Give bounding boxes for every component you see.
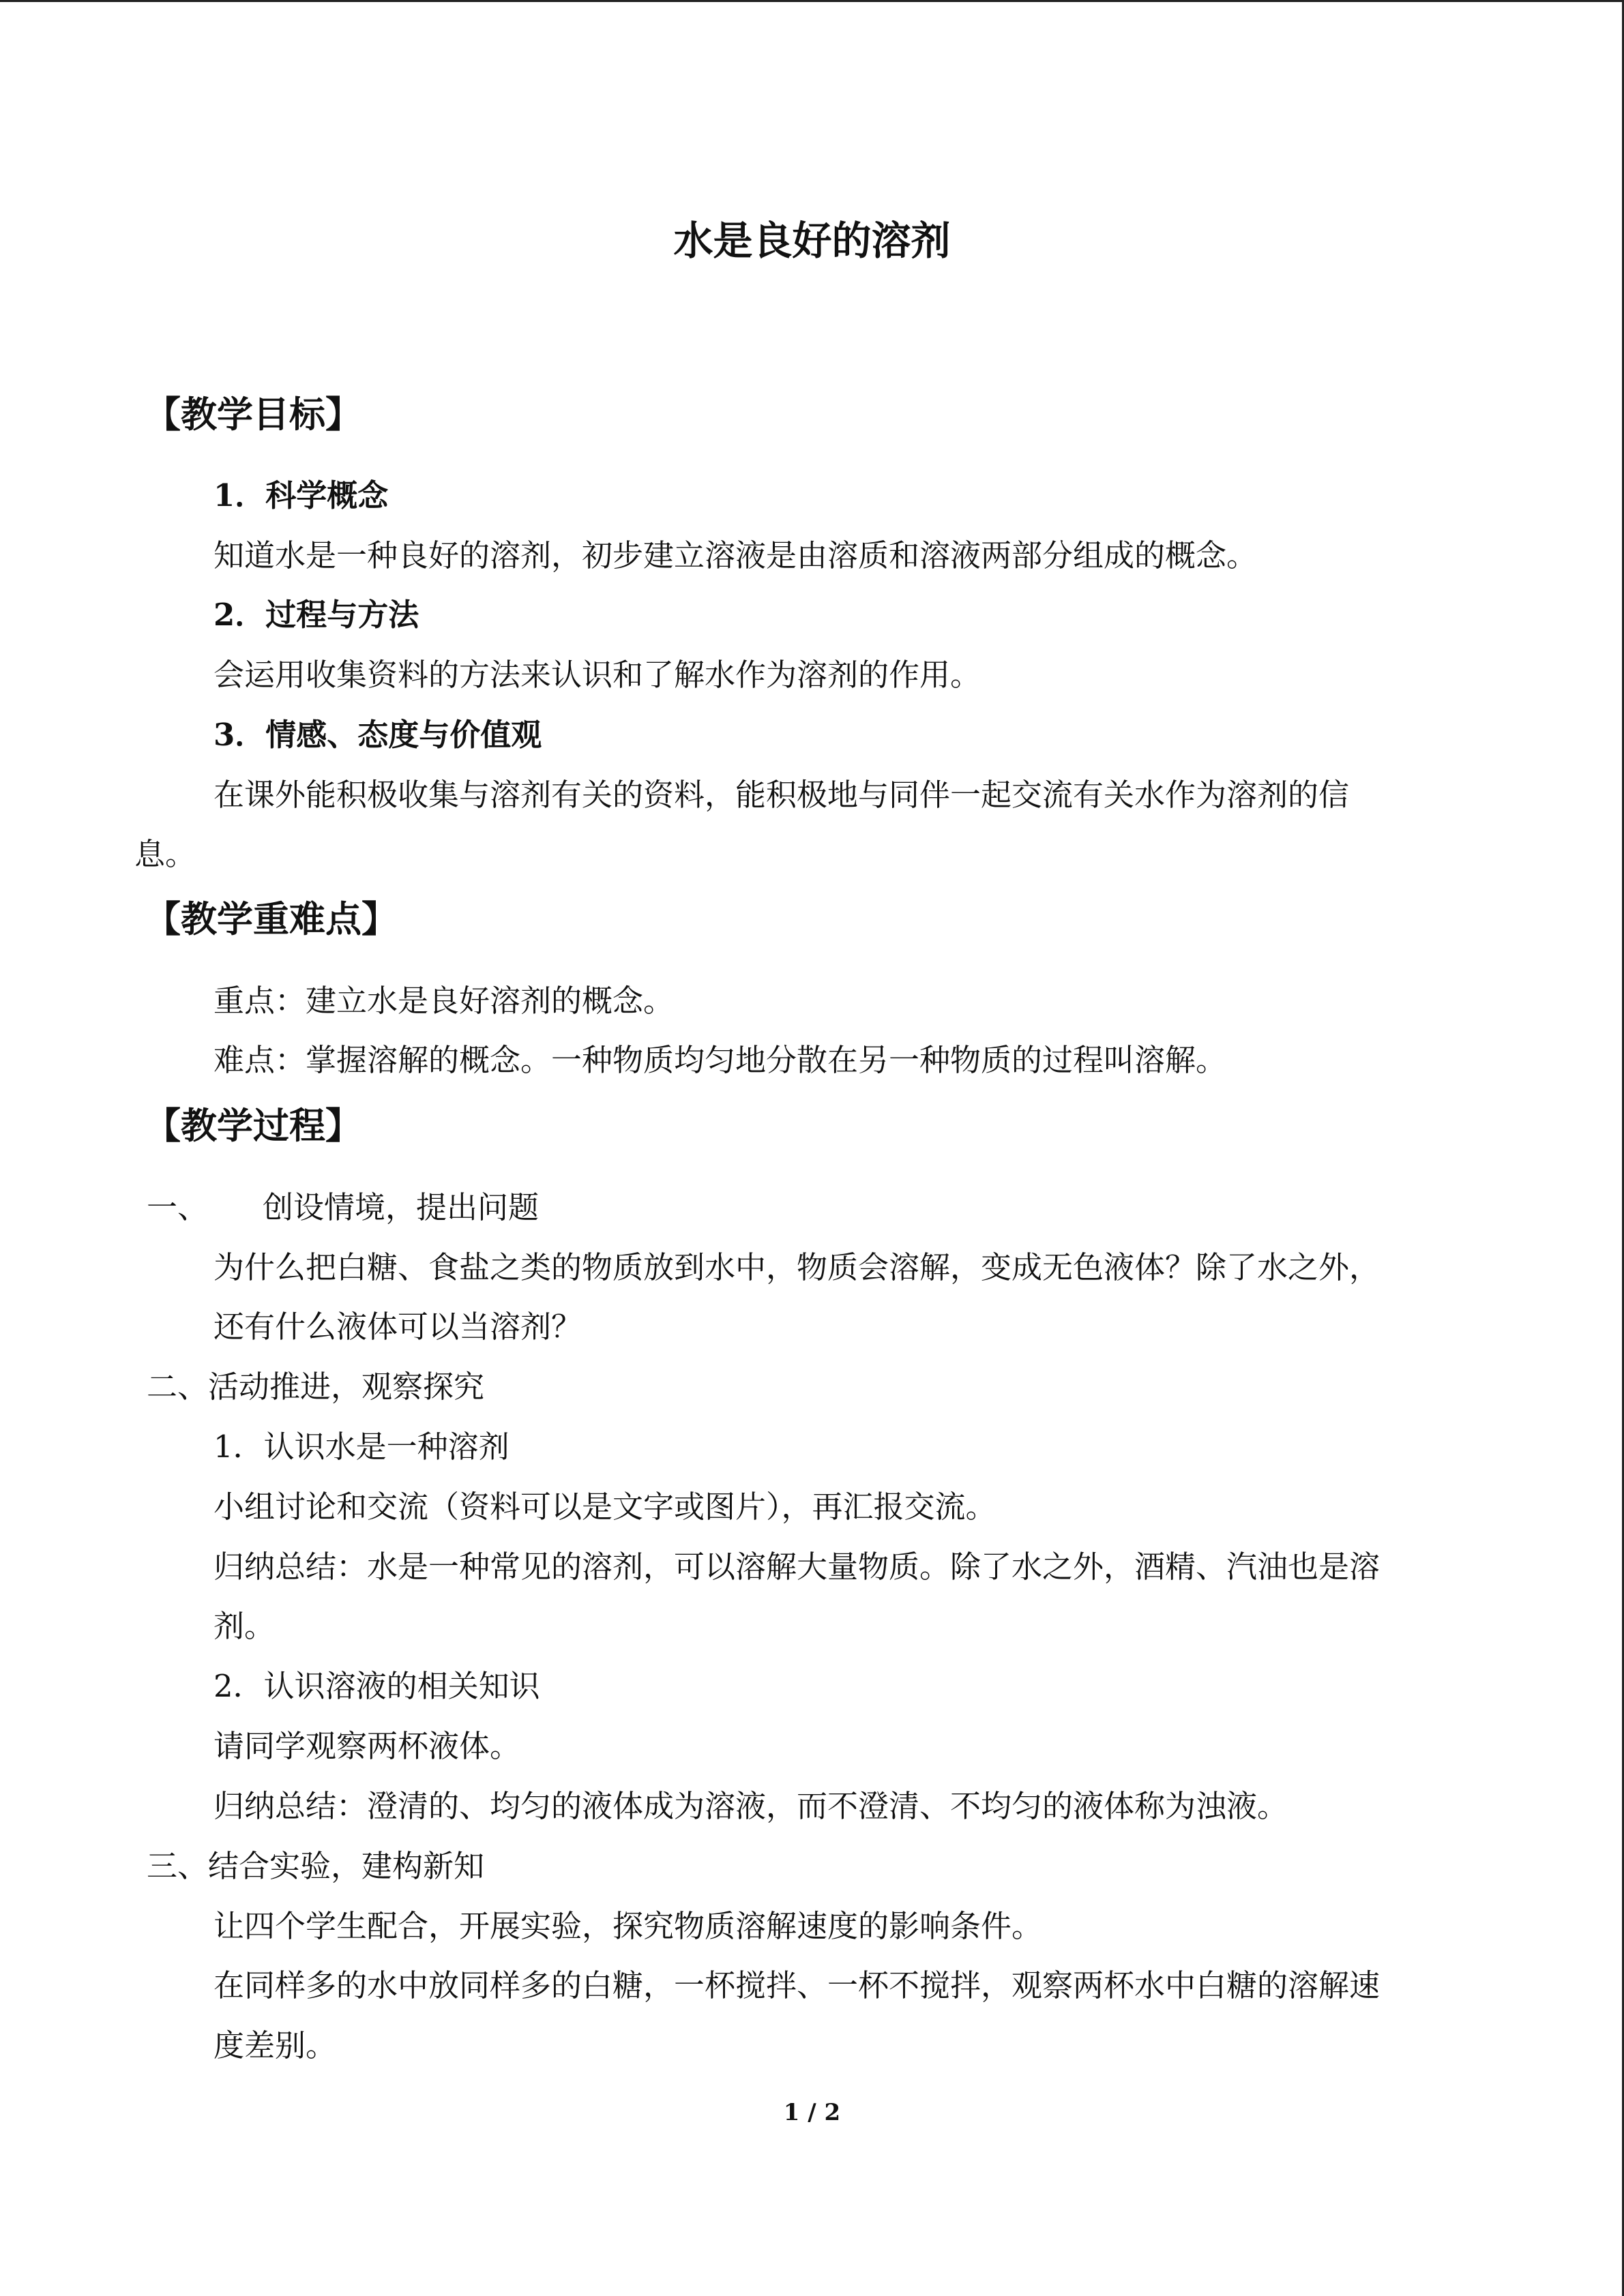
step2-summary-line2: 剂。 bbox=[213, 1608, 276, 1644]
step1-number: 一、 bbox=[147, 1189, 209, 1225]
difficult-point-paragraph: 难点：掌握溶解的概念。一种物质均匀地分散在另一种物质的过程叫溶解。 bbox=[213, 1042, 1227, 1078]
document-title: 水是良好的溶剂 bbox=[673, 218, 951, 264]
page-top-border bbox=[0, 0, 1624, 2]
step2-summary-line1: 归纳总结：水是一种常见的溶剂，可以溶解大量物质。除了水之外，酒精、汽油也是溶 bbox=[213, 1549, 1381, 1585]
step2-paragraph-observe: 请同学观察两杯液体。 bbox=[213, 1728, 521, 1764]
step2-sub-solvent: 1．认识水是一种溶剂 bbox=[213, 1429, 510, 1465]
section-heading-process: 【教学过程】 bbox=[145, 1105, 361, 1147]
step1-title: 创设情境，提出问题 bbox=[263, 1189, 540, 1225]
page-number: 1 / 2 bbox=[783, 2099, 841, 2126]
step3-title: 三、结合实验，建构新知 bbox=[147, 1848, 485, 1884]
step2-sub-solution: 2．认识溶液的相关知识 bbox=[213, 1668, 540, 1704]
section-heading-key-points: 【教学重难点】 bbox=[145, 898, 398, 940]
step1-paragraph-line1: 为什么把白糖、食盐之类的物质放到水中，物质会溶解，变成无色液体？除了水之外， bbox=[213, 1249, 1381, 1285]
step2-summary-solution: 归纳总结：澄清的、均匀的液体成为溶液，而不澄清、不均匀的液体称为浊液。 bbox=[213, 1788, 1288, 1824]
objective-sub-values: 3．情感、态度与价值观 bbox=[213, 717, 542, 753]
step3-paragraph-method-line1: 在同样多的水中放同样多的白糖，一杯搅拌、一杯不搅拌，观察两杯水中白糖的溶解速 bbox=[213, 1967, 1381, 2003]
objective-paragraph-concept: 知道水是一种良好的溶剂，初步建立溶液是由溶质和溶液两部分组成的概念。 bbox=[213, 537, 1258, 573]
section-heading-objectives: 【教学目标】 bbox=[145, 393, 361, 436]
objective-sub-concept: 1．科学概念 bbox=[213, 477, 389, 513]
objective-paragraph-values-line1: 在课外能积极收集与溶剂有关的资料，能积极地与同伴一起交流有关水作为溶剂的信 bbox=[213, 777, 1350, 813]
step1-paragraph-line2: 还有什么液体可以当溶剂？ bbox=[213, 1309, 582, 1345]
step2-paragraph-discussion: 小组讨论和交流（资料可以是文字或图片），再汇报交流。 bbox=[213, 1489, 996, 1525]
key-point-paragraph: 重点：建立水是良好溶剂的概念。 bbox=[213, 983, 675, 1019]
step3-paragraph-experiment: 让四个学生配合，开展实验，探究物质溶解速度的影响条件。 bbox=[213, 1908, 1043, 1944]
step2-title: 二、活动推进，观察探究 bbox=[147, 1369, 485, 1405]
objective-paragraph-values-line2: 息。 bbox=[134, 836, 196, 872]
step3-paragraph-method-line2: 度差别。 bbox=[213, 2027, 337, 2063]
objective-sub-process: 2．过程与方法 bbox=[213, 597, 419, 633]
objective-paragraph-process: 会运用收集资料的方法来认识和了解水作为溶剂的作用。 bbox=[213, 657, 981, 693]
